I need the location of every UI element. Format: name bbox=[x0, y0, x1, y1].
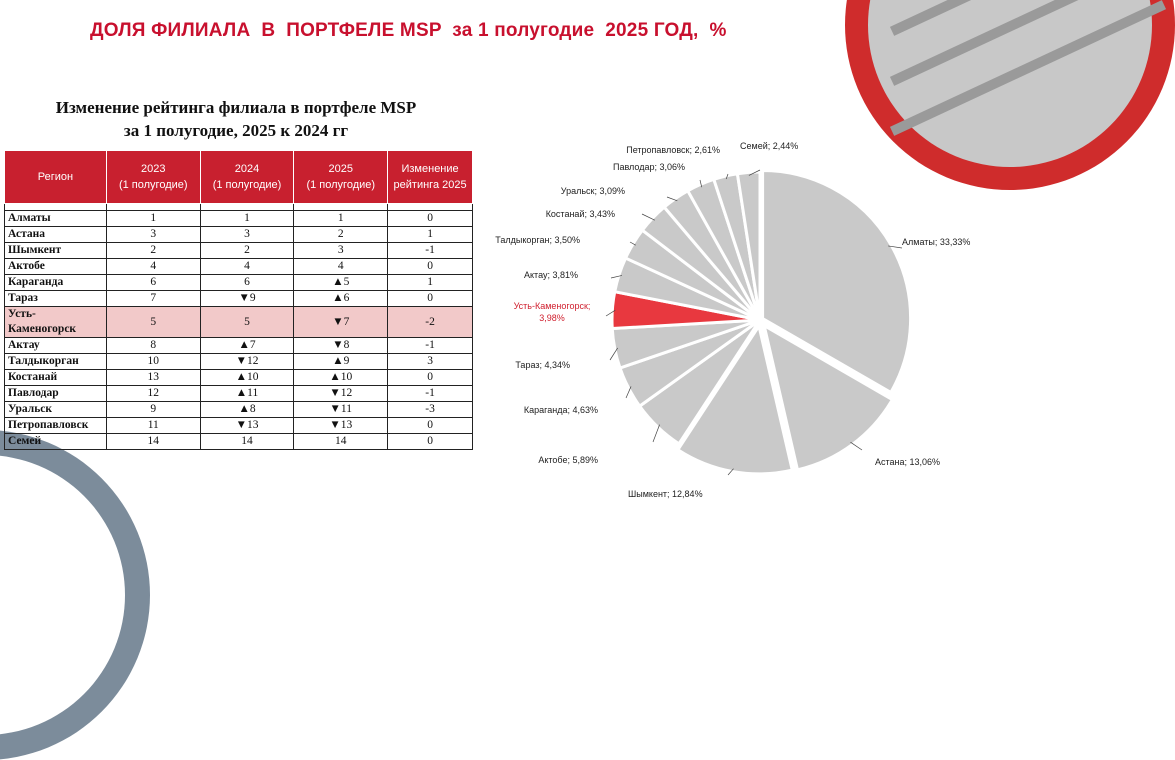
value-cell-change: 0 bbox=[388, 370, 473, 386]
value-cell-y2024: ▲10 bbox=[200, 370, 294, 386]
value-cell-change: -1 bbox=[388, 386, 473, 402]
region-cell: Петропавловск bbox=[5, 418, 107, 434]
table-row bbox=[5, 259, 473, 275]
region-cell: Семей bbox=[5, 434, 107, 450]
value-cell-change: 0 bbox=[388, 259, 473, 275]
value-cell-y2023: 9 bbox=[106, 402, 200, 418]
value-cell-y2023: 1 bbox=[106, 211, 200, 227]
table-spacer-row bbox=[5, 204, 473, 211]
region-cell: Астана bbox=[5, 227, 107, 243]
value-cell-y2023: 12 bbox=[106, 386, 200, 402]
region-cell: Усть-Каменогорск bbox=[5, 307, 107, 338]
pie-slice-label: Актобе; 5,89% bbox=[538, 455, 598, 465]
value-cell-y2024: ▲7 bbox=[200, 338, 294, 354]
value-cell-change: -2 bbox=[388, 307, 473, 338]
value-cell-y2024: 5 bbox=[200, 307, 294, 338]
value-cell-y2023: 4 bbox=[106, 259, 200, 275]
value-cell-y2025: ▼12 bbox=[294, 386, 388, 402]
pie-slice-label: Павлодар; 3,06% bbox=[613, 162, 685, 172]
table-header-row bbox=[5, 151, 473, 204]
region-cell: Костанай bbox=[5, 370, 107, 386]
value-cell-change: 0 bbox=[388, 211, 473, 227]
value-cell-y2025: ▲10 bbox=[294, 370, 388, 386]
value-cell-y2025: ▼13 bbox=[294, 418, 388, 434]
table-row bbox=[5, 434, 473, 450]
value-cell-y2024: 3 bbox=[200, 227, 294, 243]
table-row bbox=[5, 227, 473, 243]
value-cell-y2024: 14 bbox=[200, 434, 294, 450]
table-row bbox=[5, 370, 473, 386]
region-cell: Актобе bbox=[5, 259, 107, 275]
table-row bbox=[5, 386, 473, 402]
value-cell-change: 3 bbox=[388, 354, 473, 370]
region-cell: Тараз bbox=[5, 291, 107, 307]
value-cell-y2023: 2 bbox=[106, 243, 200, 259]
value-cell-y2025: 3 bbox=[294, 243, 388, 259]
pie-slice-label: Тараз; 4,34% bbox=[515, 360, 570, 370]
value-cell-y2025: ▼11 bbox=[294, 402, 388, 418]
value-cell-y2025: 14 bbox=[294, 434, 388, 450]
table-row bbox=[5, 338, 473, 354]
value-cell-change: 0 bbox=[388, 418, 473, 434]
region-cell: Караганда bbox=[5, 275, 107, 291]
page-title: ДОЛЯ ФИЛИАЛА В ПОРТФЕЛЕ MSP за 1 полугодие 2025 ГОД, % bbox=[90, 20, 727, 41]
table-row bbox=[5, 243, 473, 259]
value-cell-y2025: ▲5 bbox=[294, 275, 388, 291]
pie-slice-label: Уральск; 3,09% bbox=[560, 186, 625, 196]
header-region: Регион bbox=[5, 151, 107, 204]
value-cell-y2023: 5 bbox=[106, 307, 200, 338]
pie-slice-label: Караганда; 4,63% bbox=[523, 405, 598, 415]
value-cell-y2024: ▲11 bbox=[200, 386, 294, 402]
value-cell-y2024: ▼12 bbox=[200, 354, 294, 370]
region-cell: Талдыкорган bbox=[5, 354, 107, 370]
value-cell-y2024: ▼13 bbox=[200, 418, 294, 434]
value-cell-y2024: 4 bbox=[200, 259, 294, 275]
pie-slice-label: Костанай; 3,43% bbox=[545, 209, 615, 219]
value-cell-y2023: 6 bbox=[106, 275, 200, 291]
pie-chart bbox=[470, 130, 971, 515]
pie-slice-label: Семей; 2,44% bbox=[740, 141, 799, 151]
value-cell-y2024: 2 bbox=[200, 243, 294, 259]
table-title-line: Изменение рейтинга филиала в портфеле MSP bbox=[55, 98, 417, 117]
region-cell: Актау bbox=[5, 338, 107, 354]
value-cell-y2023: 11 bbox=[106, 418, 200, 434]
value-cell-change: 1 bbox=[388, 227, 473, 243]
pie-slice-label: Алматы; 33,33% bbox=[902, 237, 971, 247]
value-cell-y2025: 2 bbox=[294, 227, 388, 243]
value-cell-y2023: 3 bbox=[106, 227, 200, 243]
value-cell-y2025: ▲6 bbox=[294, 291, 388, 307]
value-cell-change: 1 bbox=[388, 275, 473, 291]
pie-slice-label: Талдыкорган; 3,50% bbox=[495, 235, 580, 245]
value-cell-change: -1 bbox=[388, 338, 473, 354]
value-cell-y2025: ▼7 bbox=[294, 307, 388, 338]
table-title-line: за 1 полугодие, 2025 к 2024 гг bbox=[123, 121, 349, 140]
table-row bbox=[5, 291, 473, 307]
value-cell-y2025: 4 bbox=[294, 259, 388, 275]
value-cell-y2025: ▼8 bbox=[294, 338, 388, 354]
region-cell: Павлодар bbox=[5, 386, 107, 402]
value-cell-y2023: 7 bbox=[106, 291, 200, 307]
pie-slice-label: Астана; 13,06% bbox=[875, 457, 941, 467]
value-cell-y2024: ▼9 bbox=[200, 291, 294, 307]
table-row bbox=[5, 211, 473, 227]
value-cell-change: -1 bbox=[388, 243, 473, 259]
region-cell: Уральск bbox=[5, 402, 107, 418]
value-cell-change: 0 bbox=[388, 291, 473, 307]
pie-slice-label: Шымкент; 12,84% bbox=[628, 489, 703, 499]
value-cell-y2025: ▲9 bbox=[294, 354, 388, 370]
pie-slice-label: Актау; 3,81% bbox=[524, 270, 578, 280]
value-cell-y2024: 1 bbox=[200, 211, 294, 227]
value-cell-y2023: 13 bbox=[106, 370, 200, 386]
header-2024: 2024 (1 полугодие) bbox=[200, 151, 294, 204]
table-row bbox=[5, 275, 473, 291]
value-cell-y2023: 14 bbox=[106, 434, 200, 450]
table-row bbox=[5, 418, 473, 434]
region-cell: Алматы bbox=[5, 211, 107, 227]
value-cell-change: 0 bbox=[388, 434, 473, 450]
rating-table bbox=[4, 150, 473, 450]
table-row bbox=[5, 402, 473, 418]
value-cell-y2023: 8 bbox=[106, 338, 200, 354]
pie-slice-label: Усть-Каменогорск; 3,98% bbox=[513, 301, 591, 323]
value-cell-y2023: 10 bbox=[106, 354, 200, 370]
region-cell: Шымкент bbox=[5, 243, 107, 259]
table-row bbox=[5, 354, 473, 370]
value-cell-y2024: ▲8 bbox=[200, 402, 294, 418]
table-row bbox=[5, 307, 473, 338]
header-2023: 2023 (1 полугодие) bbox=[106, 151, 200, 204]
header-2025: 2025 (1 полугодие) bbox=[294, 151, 388, 204]
value-cell-y2024: 6 bbox=[200, 275, 294, 291]
pie-slice-label: Петропавловск; 2,61% bbox=[626, 145, 720, 155]
value-cell-change: -3 bbox=[388, 402, 473, 418]
value-cell-y2025: 1 bbox=[294, 211, 388, 227]
table-title bbox=[6, 96, 466, 142]
header-change: Изменение рейтинга 2025 bbox=[388, 151, 473, 204]
